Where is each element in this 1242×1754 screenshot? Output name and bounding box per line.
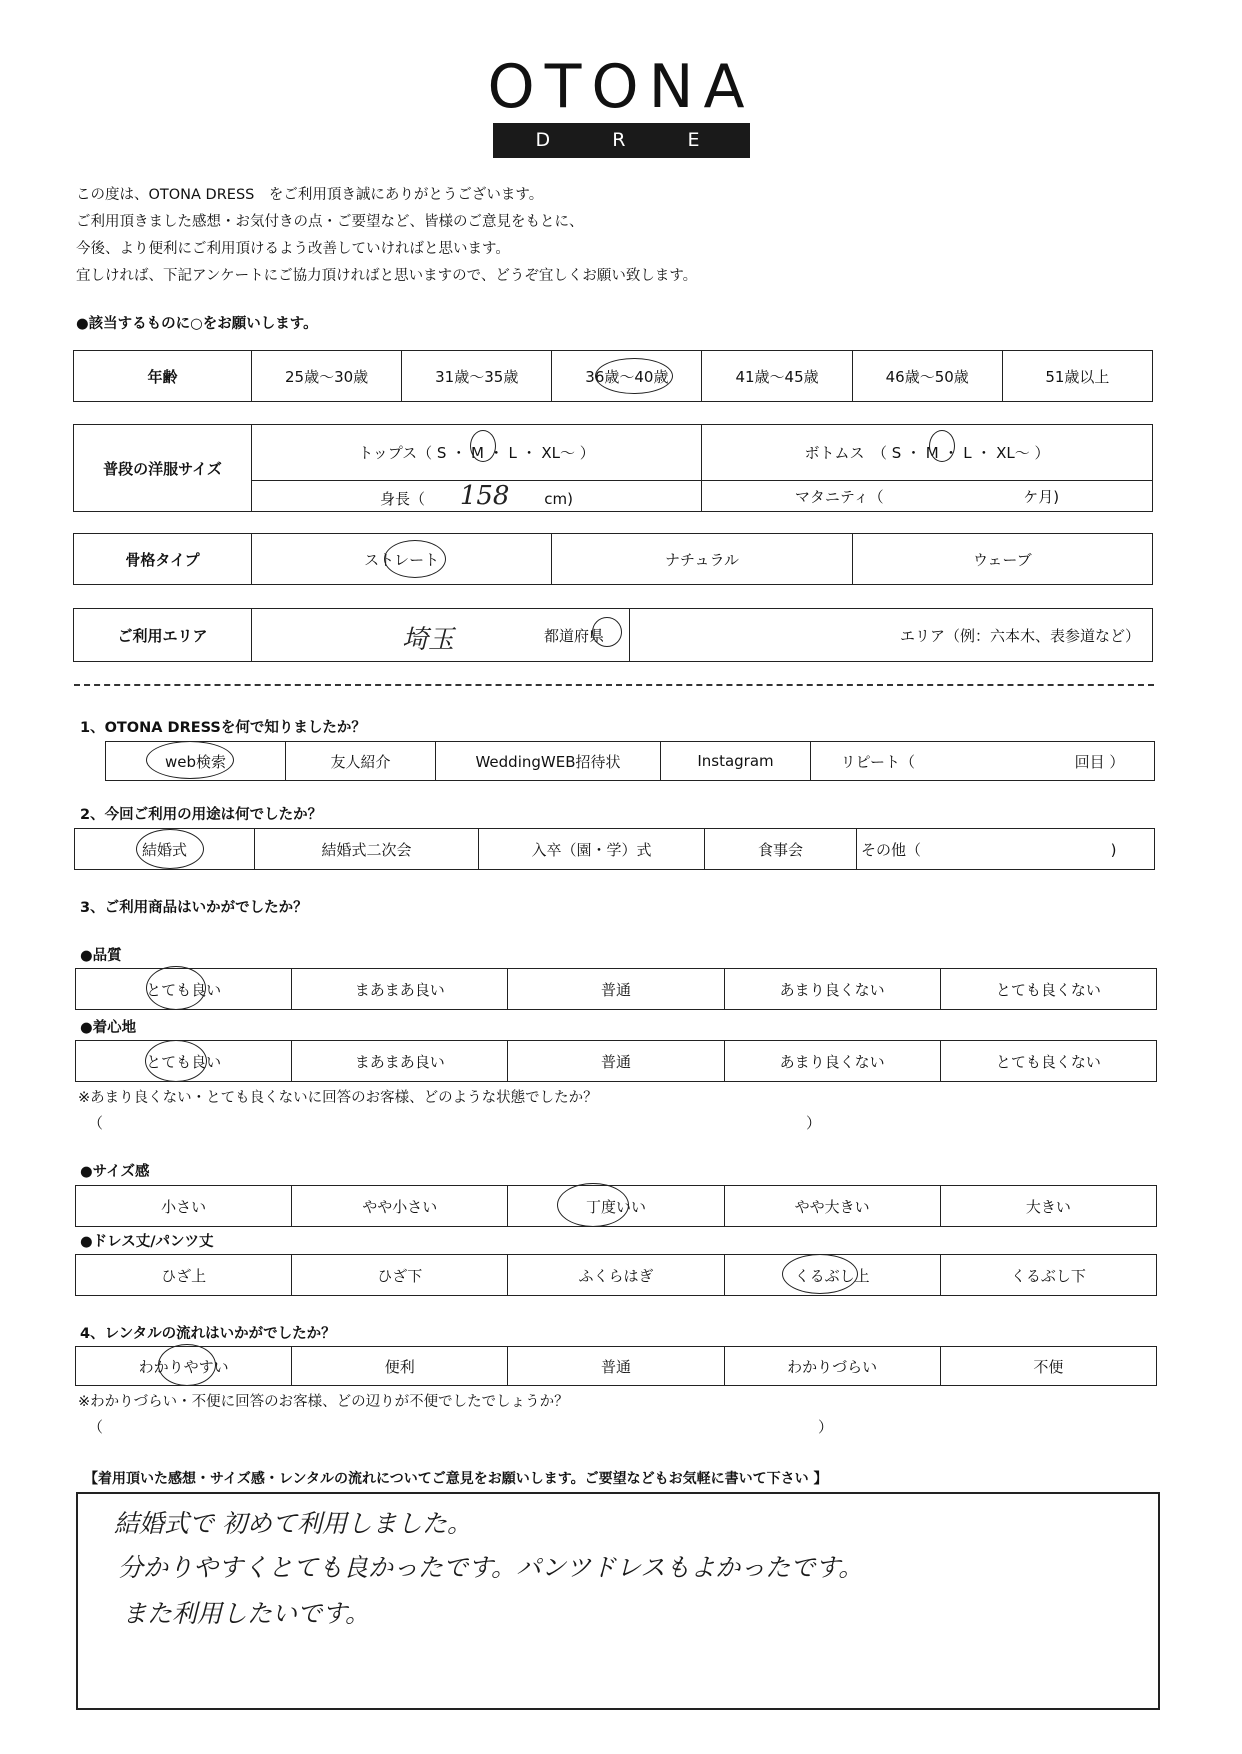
bottoms-size[interactable]: ボトムス （ S ・ M ・ L ・ XL〜 ） bbox=[702, 425, 1153, 481]
q3-note: ※あまり良くない・とても良くないに回答のお客様、どのような状態でしたか？ bbox=[78, 1090, 598, 1106]
selection-circle bbox=[592, 617, 622, 647]
q1-option[interactable]: web検索 bbox=[106, 742, 286, 781]
maternity-label: マタニティ（ bbox=[794, 487, 884, 506]
repeat-count: 回目 ） bbox=[1074, 752, 1125, 771]
size-table bbox=[73, 424, 1153, 512]
selection-circle bbox=[782, 1254, 858, 1294]
q1-option[interactable]: 友人紹介 bbox=[286, 742, 436, 781]
selection-circle bbox=[384, 540, 446, 578]
prefecture-cell[interactable] bbox=[252, 609, 630, 662]
q2-option[interactable]: 結婚式二次会 bbox=[255, 829, 479, 870]
otona-logo: OTONA bbox=[487, 52, 755, 122]
quality-option[interactable]: とても良くない bbox=[940, 969, 1156, 1010]
comfort-option[interactable]: まあまあ良い bbox=[292, 1041, 508, 1082]
comfort-table bbox=[75, 1040, 1157, 1082]
intro-line: ご利用頂きました感想・お気付きの点・ご要望など、皆様のご意見をもとに、 bbox=[76, 214, 584, 230]
intro-line: 今後、より便利にご利用頂けるよう改善していければと思います。 bbox=[76, 241, 510, 257]
q1-title: 1、OTONA DRESSを何で知りましたか？ bbox=[80, 720, 366, 736]
size-label: 普段の洋服サイズ bbox=[74, 425, 252, 512]
divider bbox=[74, 684, 1154, 686]
quality-option[interactable]: 普通 bbox=[508, 969, 724, 1010]
length-option[interactable]: ひざ下 bbox=[292, 1255, 508, 1296]
age-option[interactable]: 36歳〜40歳 bbox=[552, 351, 702, 402]
q2-option[interactable]: 入卒（園・学）式 bbox=[479, 829, 705, 870]
quality-option[interactable]: まあまあ良い bbox=[292, 969, 508, 1010]
body-type-option[interactable]: ウェーブ bbox=[852, 534, 1152, 585]
q3-paren-close: ） bbox=[806, 1114, 822, 1132]
length-option[interactable]: くるぶし上 bbox=[724, 1255, 940, 1296]
q4-paren-open: （ bbox=[88, 1418, 104, 1436]
comfort-option[interactable]: 普通 bbox=[508, 1041, 724, 1082]
area-example[interactable]: エリア（例：六本木、表参道など） bbox=[630, 609, 1153, 662]
length-option[interactable]: くるぶし下 bbox=[940, 1255, 1156, 1296]
other-close: ) bbox=[1110, 840, 1117, 859]
q4-option[interactable]: わかりづらい bbox=[724, 1347, 940, 1386]
fit-option[interactable]: 小さい bbox=[76, 1186, 292, 1227]
q2-table bbox=[74, 828, 1155, 870]
quality-label: ●品質 bbox=[80, 948, 122, 964]
length-option[interactable]: ひざ上 bbox=[76, 1255, 292, 1296]
body-type-option[interactable]: ストレート bbox=[252, 534, 552, 585]
height-label: 身長（ bbox=[380, 490, 426, 508]
maternity-unit: ケ月) bbox=[1023, 487, 1060, 506]
q4-option[interactable]: 便利 bbox=[292, 1347, 508, 1386]
comment-line: また利用したいです。 bbox=[122, 1599, 371, 1628]
age-option[interactable]: 41歳〜45歳 bbox=[702, 351, 852, 402]
fit-option[interactable]: やや大きい bbox=[724, 1186, 940, 1227]
fit-option[interactable]: やや小さい bbox=[292, 1186, 508, 1227]
tops-size[interactable]: トップス（ S ・ M ・ L ・ XL〜 ） bbox=[252, 425, 702, 481]
comment-line: 結婚式で 初めて利用しました。 bbox=[114, 1509, 472, 1538]
area-value: 埼玉 bbox=[402, 625, 455, 655]
length-option[interactable]: ふくらはぎ bbox=[508, 1255, 724, 1296]
q1-repeat[interactable] bbox=[811, 742, 1155, 781]
prefecture-label: 都道府県 bbox=[544, 627, 605, 645]
comfort-option[interactable]: とても良くない bbox=[940, 1041, 1156, 1082]
age-option[interactable]: 46歳〜50歳 bbox=[852, 351, 1002, 402]
body-type-label: 骨格タイプ bbox=[74, 534, 252, 585]
repeat-label: リピート（ bbox=[840, 752, 916, 771]
intro-line: この度は、OTONA DRESS をご利用頂き誠にありがとうございます。 bbox=[76, 187, 544, 203]
quality-option[interactable]: あまり良くない bbox=[724, 969, 940, 1010]
intro-text bbox=[76, 182, 697, 290]
comment-line: 分かりやすくとても良かったです。パンツドレスもよかったです。 bbox=[118, 1553, 864, 1582]
intro-line: 宜しければ、下記アンケートにご協力頂ければと思いますので、どうぞ宜しくお願い致します。 bbox=[76, 268, 698, 284]
selection-circle bbox=[158, 1344, 216, 1386]
comment-box[interactable] bbox=[76, 1492, 1160, 1710]
area-label: ご利用エリア bbox=[74, 609, 252, 662]
q2-option[interactable]: 結婚式 bbox=[75, 829, 255, 870]
q4-title: 4、レンタルの流れはいかがでしたか？ bbox=[80, 1326, 336, 1342]
q4-option[interactable]: 普通 bbox=[508, 1347, 724, 1386]
quality-option[interactable]: とても良い bbox=[76, 969, 292, 1010]
q3-title: 3、ご利用商品はいかがでしたか？ bbox=[80, 900, 308, 916]
q4-paren-close: ） bbox=[818, 1418, 834, 1436]
height-unit: cm) bbox=[544, 490, 573, 508]
age-option[interactable]: 25歳〜30歳 bbox=[252, 351, 402, 402]
fit-label: ●サイズ感 bbox=[80, 1164, 150, 1180]
maternity-cell[interactable] bbox=[702, 481, 1153, 512]
age-label: 年齢 bbox=[74, 351, 252, 402]
selection-circle bbox=[470, 430, 496, 462]
comment-title: 【着用頂いた感想・サイズ感・レンタルの流れについてご意見をお願いします。ご要望などもお気軽に書いて下さい 】 bbox=[84, 1471, 828, 1487]
selection-circle bbox=[146, 966, 206, 1010]
selection-circle bbox=[136, 829, 204, 869]
q1-table bbox=[105, 741, 1155, 781]
q4-option[interactable]: 不便 bbox=[940, 1347, 1156, 1386]
instruction: ●該当するものに○をお願いします。 bbox=[76, 316, 318, 332]
comfort-option[interactable]: あまり良くない bbox=[724, 1041, 940, 1082]
selection-circle bbox=[145, 1040, 207, 1082]
selection-circle bbox=[146, 741, 234, 779]
selection-circle bbox=[929, 430, 955, 462]
selection-circle bbox=[557, 1183, 629, 1227]
body-type-table bbox=[73, 533, 1153, 585]
selection-circle bbox=[595, 358, 673, 394]
q2-other[interactable] bbox=[857, 829, 1155, 870]
q1-option[interactable]: Instagram bbox=[661, 742, 811, 781]
length-table bbox=[75, 1254, 1157, 1296]
comfort-label: ●着心地 bbox=[80, 1020, 137, 1036]
fit-option[interactable]: 大きい bbox=[940, 1186, 1156, 1227]
fit-option[interactable]: 丁度いい bbox=[508, 1186, 724, 1227]
dress-logo-bar: D R E S S bbox=[493, 123, 750, 158]
height-value: 158 bbox=[459, 481, 510, 511]
q3-paren-open: （ bbox=[88, 1114, 104, 1132]
q2-title: 2、今回ご利用の用途は何でしたか？ bbox=[80, 807, 323, 823]
q2-option[interactable]: 食事会 bbox=[705, 829, 857, 870]
height-cell[interactable] bbox=[252, 481, 702, 512]
comfort-option[interactable]: とても良い bbox=[76, 1041, 292, 1082]
age-option[interactable]: 31歳〜35歳 bbox=[402, 351, 552, 402]
q4-note: ※わかりづらい・不便に回答のお客様、どの辺りが不便でしたでしょうか？ bbox=[78, 1394, 569, 1410]
q1-option[interactable]: WeddingWEB招待状 bbox=[436, 742, 661, 781]
q4-option[interactable]: わかりやすい bbox=[76, 1347, 292, 1386]
age-option[interactable]: 51歳以上 bbox=[1002, 351, 1152, 402]
quality-table bbox=[75, 968, 1157, 1010]
other-label: その他（ bbox=[861, 840, 922, 859]
length-label: ●ドレス丈/パンツ丈 bbox=[80, 1234, 214, 1250]
q4-table bbox=[75, 1346, 1157, 1386]
body-type-option[interactable]: ナチュラル bbox=[552, 534, 852, 585]
